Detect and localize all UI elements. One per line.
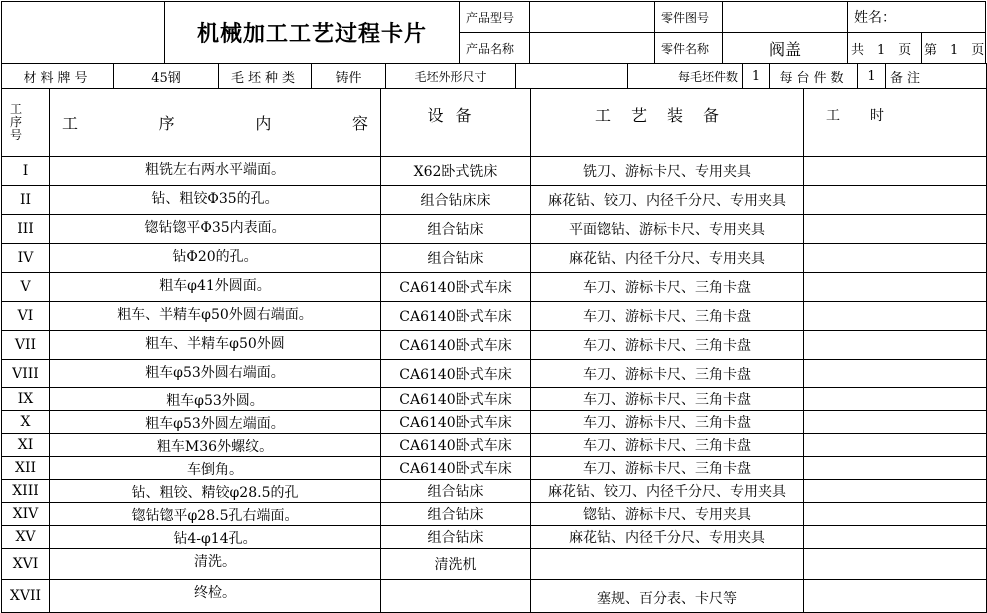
row-equipment: 组合钻床床 bbox=[381, 186, 531, 215]
row-equipment: CA6140卧式车床 bbox=[381, 388, 531, 411]
table-row bbox=[2, 411, 987, 434]
row-seq: XIII bbox=[2, 480, 50, 503]
row-time[interactable] bbox=[804, 157, 987, 186]
row-equipment: 清洗机 bbox=[381, 549, 531, 580]
row-content: 锪钻锪平φ28.5孔右端面。 bbox=[50, 503, 381, 526]
table-row bbox=[2, 503, 987, 526]
row-content: 粗车φ53外圆左端面。 bbox=[50, 411, 381, 434]
page-number: 第 1 页 bbox=[922, 33, 986, 64]
row-equipment bbox=[381, 580, 531, 613]
table-row bbox=[2, 273, 987, 302]
row-equipment: 组合钻床 bbox=[381, 526, 531, 549]
row-equipment: 组合钻床 bbox=[381, 480, 531, 503]
product-name-label: 产品名称 bbox=[460, 33, 530, 64]
material-label: 材料牌号 bbox=[2, 64, 114, 89]
row-seq: VI bbox=[2, 302, 50, 331]
row-seq: VIII bbox=[2, 360, 50, 388]
row-content: 粗车φ53外圆。 bbox=[50, 388, 381, 411]
row-equipment: CA6140卧式车床 bbox=[381, 411, 531, 434]
row-seq: XI bbox=[2, 434, 50, 457]
row-tooling: 麻花钻、铰刀、内径千分尺、专用夹具 bbox=[531, 480, 804, 503]
row-seq: XVI bbox=[2, 549, 50, 580]
row-content: 钻Φ20的孔。 bbox=[50, 244, 381, 273]
row-equipment: CA6140卧式车床 bbox=[381, 302, 531, 331]
product-model-label: 产品型号 bbox=[460, 2, 530, 33]
row-time[interactable] bbox=[804, 215, 987, 244]
column-equipment-header: 设备 bbox=[381, 89, 531, 157]
row-time[interactable] bbox=[804, 480, 987, 503]
row-tooling: 麻花钻、内径千分尺、专用夹具 bbox=[531, 244, 804, 273]
row-content: 粗铣左右两水平端面。 bbox=[50, 157, 381, 186]
row-equipment: X62卧式铣床 bbox=[381, 157, 531, 186]
row-seq: XIV bbox=[2, 503, 50, 526]
row-equipment: 组合钻床 bbox=[381, 215, 531, 244]
blank-type-value: 铸件 bbox=[312, 64, 386, 89]
row-equipment: CA6140卧式车床 bbox=[381, 360, 531, 388]
material-table bbox=[1, 63, 987, 89]
table-row bbox=[2, 434, 987, 457]
pieces-per-blank-label: 每毛坯件数 bbox=[628, 64, 743, 89]
row-equipment: CA6140卧式车床 bbox=[381, 434, 531, 457]
operations-table bbox=[1, 88, 987, 613]
table-row bbox=[2, 244, 987, 273]
row-equipment: CA6140卧式车床 bbox=[381, 457, 531, 480]
row-tooling: 车刀、游标卡尺、三角卡盘 bbox=[531, 331, 804, 360]
row-tooling: 车刀、游标卡尺、三角卡盘 bbox=[531, 411, 804, 434]
row-time[interactable] bbox=[804, 411, 987, 434]
table-row bbox=[2, 549, 987, 580]
row-tooling: 铣刀、游标卡尺、专用夹具 bbox=[531, 157, 804, 186]
row-time[interactable] bbox=[804, 457, 987, 480]
row-content: 粗车、半精车φ50外圆右端面。 bbox=[50, 302, 381, 331]
row-seq: XVII bbox=[2, 580, 50, 613]
table-row bbox=[2, 302, 987, 331]
row-tooling: 车刀、游标卡尺、三角卡盘 bbox=[531, 434, 804, 457]
row-equipment: 组合钻床 bbox=[381, 244, 531, 273]
row-content: 车倒角。 bbox=[50, 457, 381, 480]
material-value: 45钢 bbox=[114, 64, 219, 89]
row-tooling: 塞规、百分表、卡尺等 bbox=[531, 580, 804, 613]
row-tooling: 车刀、游标卡尺、三角卡盘 bbox=[531, 457, 804, 480]
row-tooling: 麻花钻、铰刀、内径千分尺、专用夹具 bbox=[531, 186, 804, 215]
row-time[interactable] bbox=[804, 580, 987, 613]
table-row bbox=[2, 526, 987, 549]
part-drawing-label: 零件图号 bbox=[655, 2, 723, 33]
row-time[interactable] bbox=[804, 434, 987, 457]
pieces-per-unit-label: 每台件数 bbox=[770, 64, 858, 89]
row-tooling: 平面锪钻、游标卡尺、专用夹具 bbox=[531, 215, 804, 244]
row-content: 钻、粗铰Φ35的孔。 bbox=[50, 186, 381, 215]
row-time[interactable] bbox=[804, 526, 987, 549]
row-content: 锪钻锪平Φ35内表面。 bbox=[50, 215, 381, 244]
row-time[interactable] bbox=[804, 186, 987, 215]
table-row bbox=[2, 360, 987, 388]
pieces-per-blank-value: 1 bbox=[743, 64, 770, 89]
blank-size-label: 毛坯外形尺寸 bbox=[386, 64, 516, 89]
row-seq: VII bbox=[2, 331, 50, 360]
row-content: 粗车φ41外圆面。 bbox=[50, 273, 381, 302]
product-model-value[interactable] bbox=[530, 2, 655, 33]
name-label: 姓名： bbox=[848, 2, 986, 33]
row-equipment: CA6140卧式车床 bbox=[381, 273, 531, 302]
table-row bbox=[2, 457, 987, 480]
table-row bbox=[2, 331, 987, 360]
table-row bbox=[2, 215, 987, 244]
row-time[interactable] bbox=[804, 503, 987, 526]
row-time[interactable] bbox=[804, 360, 987, 388]
row-time[interactable] bbox=[804, 388, 987, 411]
row-tooling: 车刀、游标卡尺、三角卡盘 bbox=[531, 360, 804, 388]
row-content: 终检。 bbox=[50, 580, 381, 613]
row-seq: X bbox=[2, 411, 50, 434]
row-tooling bbox=[531, 549, 804, 580]
row-time[interactable] bbox=[804, 302, 987, 331]
row-time[interactable] bbox=[804, 273, 987, 302]
table-row bbox=[2, 186, 987, 215]
row-seq: III bbox=[2, 215, 50, 244]
part-drawing-value[interactable] bbox=[723, 2, 848, 33]
row-seq: V bbox=[2, 273, 50, 302]
table-row bbox=[2, 480, 987, 503]
row-content: 粗车、半精车φ50外圆 bbox=[50, 331, 381, 360]
header-table bbox=[1, 1, 986, 64]
row-tooling: 车刀、游标卡尺、三角卡盘 bbox=[531, 273, 804, 302]
table-row bbox=[2, 580, 987, 613]
column-tooling-header: 工艺装备 bbox=[531, 89, 804, 157]
part-name-value: 阀盖 bbox=[723, 33, 848, 64]
row-content: 钻、粗铰、精铰φ28.5的孔 bbox=[50, 480, 381, 503]
part-name-label: 零件名称 bbox=[655, 33, 723, 64]
total-pages: 共 1 页 bbox=[848, 33, 922, 64]
remarks-label: 备注 bbox=[886, 64, 987, 89]
pieces-per-unit-value: 1 bbox=[858, 64, 886, 89]
row-time[interactable] bbox=[804, 331, 987, 360]
blank-size-value[interactable] bbox=[516, 64, 628, 89]
row-tooling: 锪钻、游标卡尺、专用夹具 bbox=[531, 503, 804, 526]
row-seq: I bbox=[2, 157, 50, 186]
row-seq: XV bbox=[2, 526, 50, 549]
row-equipment: 组合钻床 bbox=[381, 503, 531, 526]
column-time-header: 工时 bbox=[804, 89, 987, 157]
row-content: 清洗。 bbox=[50, 549, 381, 580]
row-equipment: CA6140卧式车床 bbox=[381, 331, 531, 360]
table-row bbox=[2, 388, 987, 411]
row-tooling: 麻花钻、内径千分尺、专用夹具 bbox=[531, 526, 804, 549]
card-title: 机械加工工艺过程卡片 bbox=[165, 2, 460, 64]
row-seq: XII bbox=[2, 457, 50, 480]
row-content: 粗车M36外螺纹。 bbox=[50, 434, 381, 457]
column-content-header: 工 序 内 容 bbox=[50, 89, 381, 157]
row-tooling: 车刀、游标卡尺、三角卡盘 bbox=[531, 388, 804, 411]
row-seq: IV bbox=[2, 244, 50, 273]
product-name-value[interactable] bbox=[530, 33, 655, 64]
row-tooling: 车刀、游标卡尺、三角卡盘 bbox=[531, 302, 804, 331]
row-content: 粗车φ53外圆右端面。 bbox=[50, 360, 381, 388]
column-seq-header: 工序号 bbox=[2, 89, 50, 157]
row-time[interactable] bbox=[804, 244, 987, 273]
row-content: 钻4-φ14孔。 bbox=[50, 526, 381, 549]
blank-type-label: 毛坯种类 bbox=[219, 64, 312, 89]
table-row bbox=[2, 157, 987, 186]
row-time[interactable] bbox=[804, 549, 987, 580]
row-seq: II bbox=[2, 186, 50, 215]
row-seq: IX bbox=[2, 388, 50, 411]
logo-blank-cell bbox=[2, 2, 165, 64]
